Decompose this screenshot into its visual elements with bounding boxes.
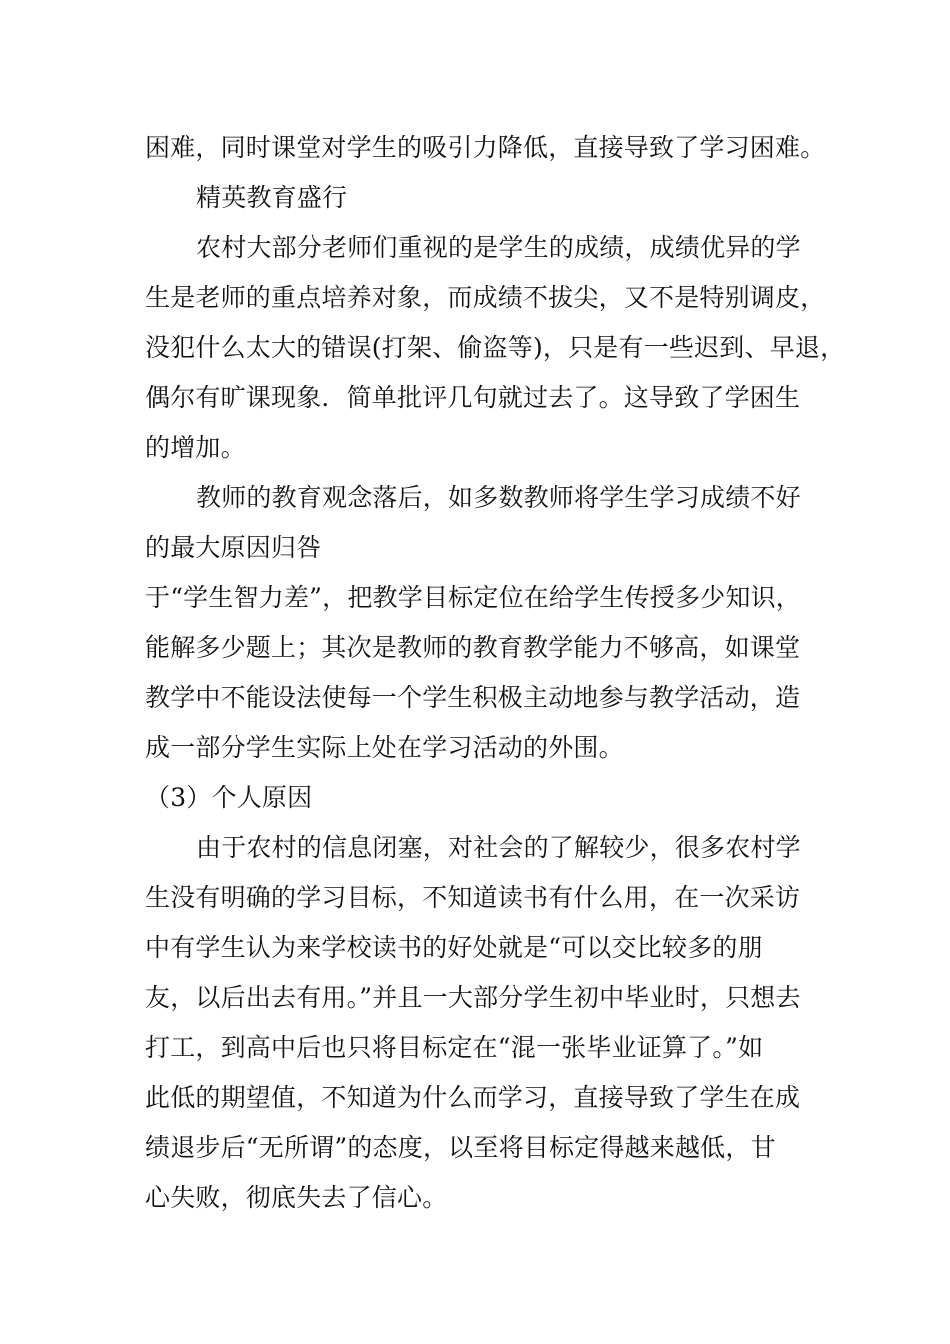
text-line-1: 困难，同时课堂对学生的吸引力降低，直接导致了学习困难。 [145,133,826,162]
text-line-3: 农村大部分老师们重视的是学生的成绩，成绩优异的学 [196,233,801,262]
text-line-6: 偶尔有旷课现象．简单批评几句就过去了。这导致了学困生 [145,383,801,412]
text-line-4: 生是老师的重点培养对象，而成绩不拔尖，又不是特别调皮， [145,283,826,312]
text-line-5: 没犯什么太大的错误(打架、偷盗等)，只是有一些迟到、早退， [145,333,846,362]
section-heading-personal-reasons: （3）个人原因 [145,783,313,812]
text-line-15: 由于农村的信息闭塞，对社会的了解较少，很多农村学 [196,833,801,862]
text-line-22: 心失败，彻底失去了信心。 [145,1183,448,1212]
text-line-19: 打工，到高中后也只将目标定在“混一张毕业证算了。”如 [145,1033,764,1062]
text-line-18: 友，以后出去有用。”并且一大部分学生初中毕业时，只想去 [145,983,801,1012]
text-line-13: 成一部分学生实际上处在学习活动的外围。 [145,733,624,762]
text-line-12: 教学中不能设法使每一个学生积极主动地参与教学活动，造 [145,683,801,712]
text-line-10: 于“学生智力差”，把教学目标定位在给学生传授多少知识， [145,583,801,612]
section-heading-elite-education: 精英教育盛行 [196,183,348,212]
text-line-11: 能解多少题上；其次是教师的教育教学能力不够高，如课堂 [145,633,801,662]
text-line-8: 教师的教育观念落后，如多数教师将学生学习成绩不好 [196,483,801,512]
text-line-7: 的增加。 [145,433,246,462]
text-line-21: 绩退步后“无所谓”的态度，以至将目标定得越来越低，甘 [145,1133,776,1162]
text-line-17: 中有学生认为来学校读书的好处就是“可以交比较多的朋 [145,933,763,962]
text-line-20: 此低的期望值，不知道为什么而学习，直接导致了学生在成 [145,1083,801,1112]
text-line-16: 生没有明确的学习目标，不知道读书有什么用，在一次采访 [145,883,801,912]
text-line-9: 的最大原因归咎 [145,533,322,562]
